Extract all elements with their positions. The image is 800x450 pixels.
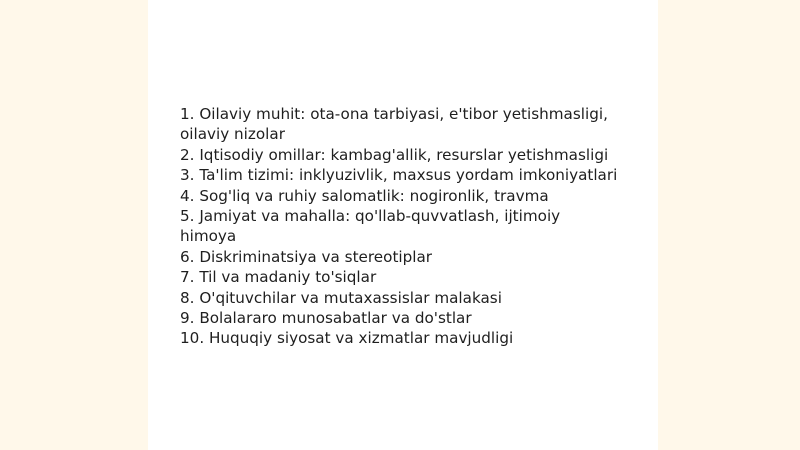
- list-item: 7. Til va madaniy to'siqlar: [180, 268, 377, 287]
- list-item: 4. Sog'liq va ruhiy salomatlik: nogironlik, travma: [180, 186, 549, 205]
- document-page: [148, 0, 658, 450]
- factor-list: [180, 104, 620, 349]
- list-item: 8. O'qituvchilar va mutaxassislar malakasi: [180, 288, 502, 307]
- list-item: 2. Iqtisodiy omillar: kambag'allik, resurslar yetishmasligi: [180, 145, 609, 164]
- list-item: 9. Bolalararo munosabatlar va do'stlar: [180, 309, 472, 328]
- list-item: 1. Oilaviy muhit: ota-ona tarbiyasi, e'tibor yetishmasligi, oilaviy nizolar: [180, 105, 608, 144]
- list-item: 6. Diskriminatsiya va stereotiplar: [180, 247, 433, 266]
- list-item: 3. Ta'lim tizimi: inklyuzivlik, maxsus yordam imkoniyatlari: [180, 166, 618, 185]
- list-item: 5. Jamiyat va mahalla: qo'llab-quvvatlash, ijtimoiy himoya: [180, 207, 561, 246]
- list-item: 10. Huquqiy siyosat va xizmatlar mavjudligi: [180, 329, 514, 348]
